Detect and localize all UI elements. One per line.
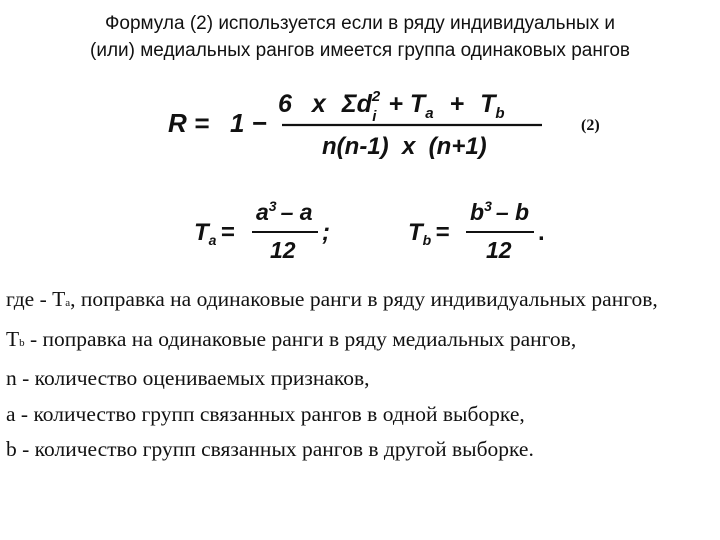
formula-tb-numerator: $b^3$ – b xyxy=(470,198,530,225)
definition-ta-prefix: где - T xyxy=(6,287,66,311)
definition-n: n - количество оцениваемых признаков, xyxy=(6,366,370,390)
formula-main xyxy=(160,82,600,162)
formula-tb xyxy=(404,196,564,268)
definition-ta-text: , поправка на одинаковые ранги в ряду индивидуальных рангов, xyxy=(70,287,658,311)
formula-main-one-minus: 1 − xyxy=(230,108,267,138)
formula-main-lhs: R = xyxy=(168,108,210,138)
definition-tb-text: - поправка на одинаковые ранги в ряду медиальных рангов, xyxy=(24,326,577,351)
definition-a: a - количество групп связанных рангов в одной выборке, xyxy=(6,401,525,426)
formula-main-denominator: n(n-1) x (n+1) xyxy=(322,133,487,160)
formula-tb-denominator: 12 xyxy=(486,237,512,263)
formula-main-numerator: 6 x $\Sigma d^2$ $i + T_a + T_b$ xyxy=(278,88,505,125)
formula-ta-numerator: $a^3$ – a xyxy=(256,198,313,225)
formula-tb-end: . xyxy=(538,219,545,246)
formula-tb-lhs: $T_b$ = xyxy=(408,219,450,248)
formula-ta-lhs: $T_a$ = xyxy=(194,219,235,248)
definition-tb-prefix: T xyxy=(6,326,20,351)
definition-tb-sub: b xyxy=(19,336,25,349)
formula-ta xyxy=(190,196,360,268)
heading-line-2: (или) медиальных рангов имеется группа одинаковых рангов xyxy=(90,40,630,61)
definition-tb xyxy=(6,322,714,362)
heading-line-1: Формула (2) используется если в ряду индивидуальных и xyxy=(104,13,616,34)
definitions xyxy=(6,282,714,468)
equation-number: (2) xyxy=(581,117,600,134)
definition-b: b - количество групп связанных рангов в другой выборке. xyxy=(6,437,534,461)
definition-ta xyxy=(6,282,714,322)
heading xyxy=(0,10,720,64)
formula-ta-denominator: 12 xyxy=(270,237,296,263)
definition-ta-sub: a xyxy=(65,297,71,309)
formula-ta-separator: ; xyxy=(322,219,330,246)
